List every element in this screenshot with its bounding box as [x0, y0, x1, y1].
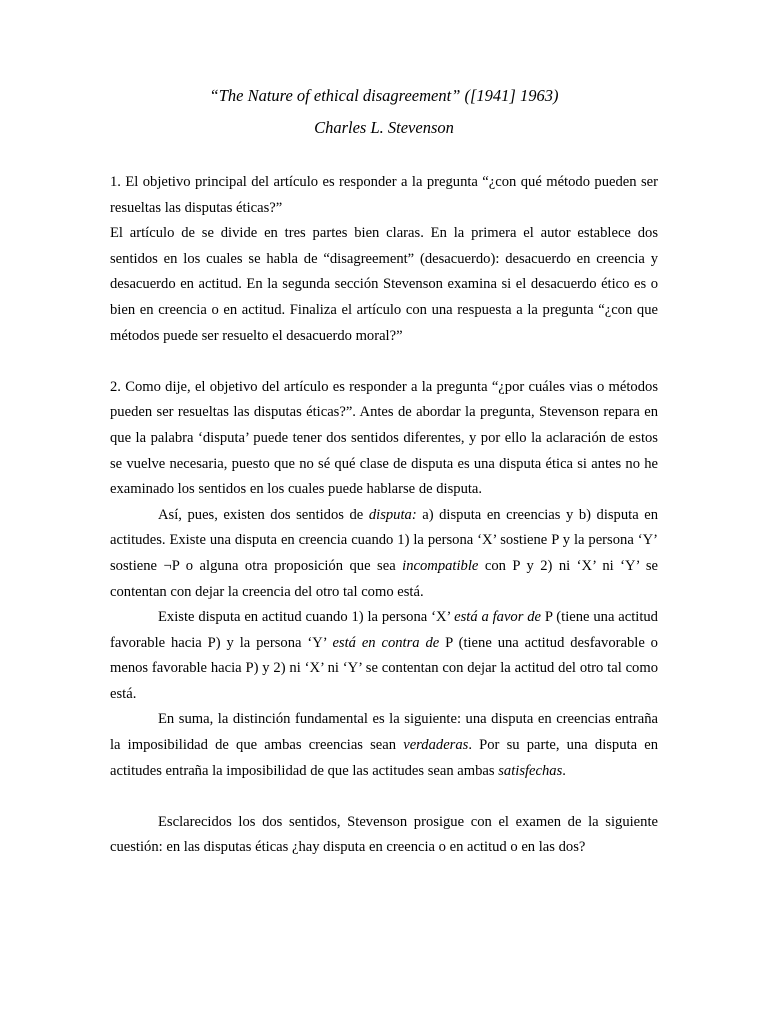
- paragraph-4-text-a: Así, pues, existen dos sentidos de: [158, 506, 369, 523]
- document-title: “The Nature of ethical disagreement” ([1941] 1963): [209, 86, 559, 105]
- paragraph-5-text-b: P (tiene una actitud favorable hacia P) y la persona ‘Y’: [110, 609, 658, 651]
- paragraph-5-emphasis-1: está a favor de: [454, 609, 542, 626]
- document-body: [110, 170, 658, 861]
- paragraph-2: El artículo de se divide en tres partes bien claras. En la primera el autor establece dos sentidos en los cuales se habla de “disagreement” (desacuerdo): desacuerdo en creencia y desacuerdo en actitud. En la segunda sección Stevenson examina si el desacuerdo ético es o bien en creencia o en actitud. Finaliza el artículo con una respuesta a la pregunta “¿con que métodos puede ser resuelto el desacuerdo moral?”: [110, 225, 658, 344]
- paragraph-1: 1. El objetivo principal del artículo es responder a la pregunta “¿con qué método pueden ser resueltas las disputas éticas?”: [110, 174, 658, 216]
- paragraph-5: [110, 605, 658, 707]
- paragraph-4-emphasis-2: incompatible: [402, 557, 479, 574]
- paragraph-4-emphasis-1: disputa:: [368, 506, 417, 523]
- paragraph-3: 2. Como dije, el objetivo del artículo es responder a la pregunta “¿por cuáles vias o métodos pueden ser resueltas las disputas éticas?”. Antes de abordar la pregunta, Stevenson repara en que la palabra ‘disputa’ puede tener dos sentidos diferentes, y por ello la aclaración de estos se vuelve necesaria, puesto que no sé qué clase de disputa es una disputa ética si antes no he examinado los sentidos en los cuales puede hablarse de disputa.: [110, 378, 658, 498]
- document-author: Charles L. Stevenson: [314, 118, 454, 137]
- paragraph-5-text-c: P (tiene una actitud desfavorable o menos favorable hacia P) y 2) ni ‘X’ ni ‘Y’ se contentan con dejar la actitud del otro tal como está.: [110, 634, 658, 702]
- paragraph-5-text-a: Existe disputa en actitud cuando 1) la persona ‘X’: [158, 609, 455, 626]
- paragraph-6: [110, 707, 658, 784]
- paragraph-7: Esclarecidos los dos sentidos, Stevenson prosigue con el examen de la siguiente cuestión: en las disputas éticas ¿hay disputa en creencia o en actitud o en las dos?: [110, 813, 658, 856]
- paragraph-6-text-b: . Por su parte, una disputa en actitudes entraña la imposibilidad de que las actitudes sean ambas: [110, 737, 658, 779]
- paragraph-5-emphasis-2: está en contra de: [332, 634, 440, 651]
- paragraph-4-text-c: con P y 2) ni ‘X’ ni ‘Y’ se contentan con dejar la creencia del otro tal como está.: [110, 557, 658, 600]
- paragraph-4-text-b: a) disputa en creencias y b) disputa en actitudes. Existe una disputa en creencia cuando 1) la persona ‘X’ sostiene P y la persona ‘Y’ sostiene ¬P o alguna otra proposición que sea: [110, 506, 659, 574]
- paragraph-6-text-c: .: [562, 762, 566, 779]
- paragraph-6-emphasis-2: satisfechas: [498, 762, 563, 779]
- paragraph-6-text-a: En suma, la distinción fundamental es la siguiente: una disputa en creencias entraña la imposibilidad de que ambas creencias sean: [110, 711, 658, 754]
- paragraph-4: [110, 503, 658, 605]
- paragraph-6-emphasis-1: verdaderas: [403, 737, 469, 754]
